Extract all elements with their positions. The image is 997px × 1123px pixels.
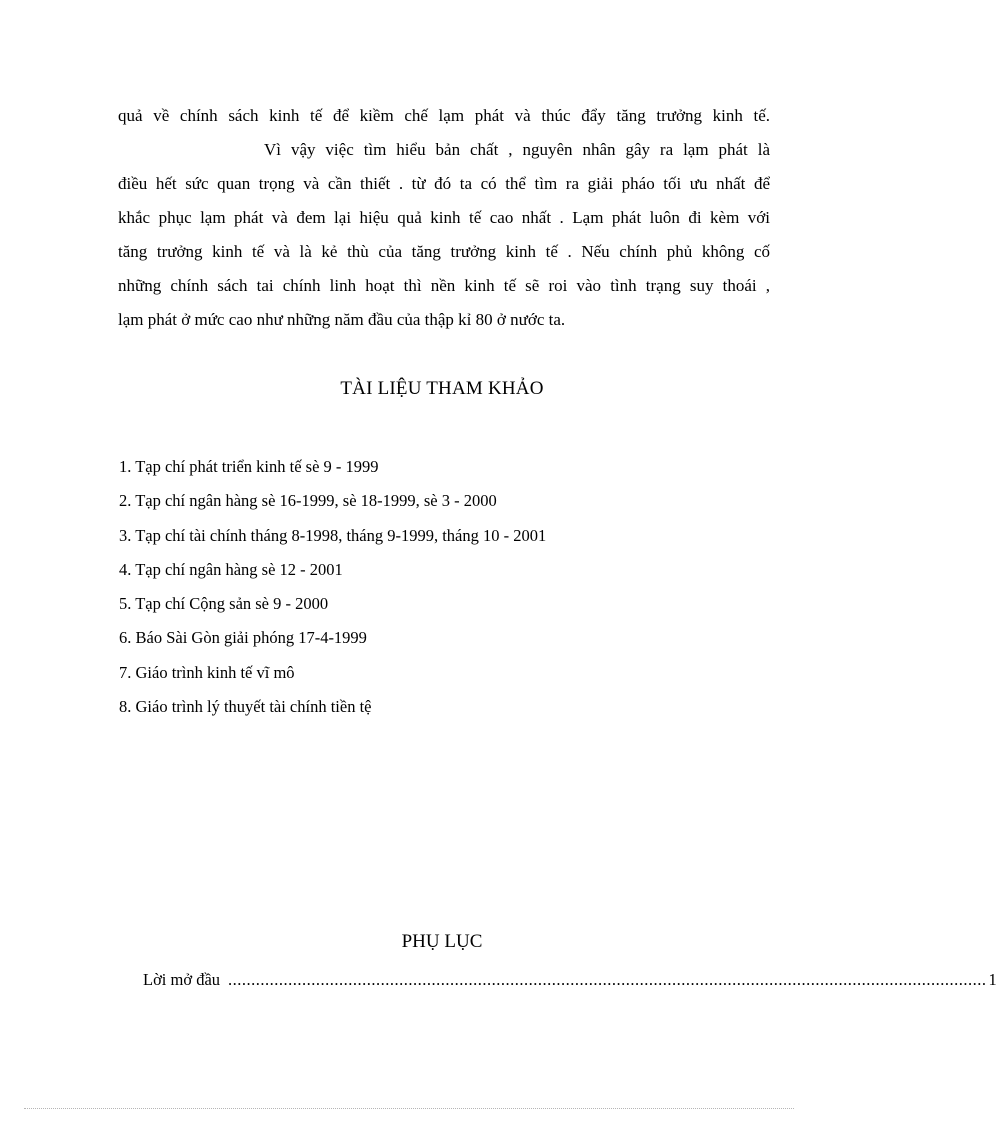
reference-item: 1. Tạp chí phát triển kinh tế sè 9 - 1999 bbox=[119, 457, 379, 476]
reference-item: 7. Giáo trình kinh tế vĩ mô bbox=[119, 662, 295, 682]
reference-item: 4. Tạp chí ngân hàng sè 12 - 2001 bbox=[119, 559, 343, 579]
reference-item: 8. Giáo trình lý thuyết tài chính tiền tệ bbox=[119, 697, 372, 717]
toc-dot-leader: .................................................................................................................................................................... bbox=[228, 970, 987, 989]
toc-entry[interactable] bbox=[143, 968, 997, 992]
paragraph-line: quả về chính sách kinh tế để kiềm chế lạm phát và thúc đẩy tăng trưởng kinh tế. bbox=[118, 106, 770, 125]
reference-item: 3. Tạp chí tài chính tháng 8-1998, tháng 9-1999, tháng 10 - 2001 bbox=[119, 525, 547, 545]
paragraph-line: khắc phục lạm phát và đem lại hiệu quả kinh tế cao nhất . Lạm phát luôn đi kèm với bbox=[118, 208, 770, 227]
references-heading: TÀI LIỆU THAM KHẢO bbox=[340, 378, 544, 399]
paragraph-line: điều hết sức quan trọng và cần thiết . từ đó ta có thể tìm ra giải pháo tối ưu nhất để bbox=[118, 174, 770, 193]
paragraph-line: tăng trưởng kinh tế và là kẻ thù của tăng trưởng kinh tế . Nếu chính phủ không cố bbox=[118, 242, 770, 261]
toc-page-number: 1 bbox=[988, 970, 997, 989]
body-paragraph bbox=[118, 99, 770, 337]
references-list bbox=[119, 450, 546, 724]
paragraph-line: những chính sách tai chính linh hoạt thì nền kinh tế sẽ roi vào tình trạng suy thoái , bbox=[118, 276, 770, 295]
page-footer-divider bbox=[24, 1108, 794, 1109]
appendix-heading: PHỤ LỤC bbox=[401, 931, 483, 952]
reference-item: 6. Báo Sài Gòn giải phóng 17-4-1999 bbox=[119, 628, 367, 648]
reference-item: 5. Tạp chí Cộng sản sè 9 - 2000 bbox=[119, 594, 329, 614]
toc-entry-label: Lời mở đầu bbox=[143, 970, 221, 989]
paragraph-line: lạm phát ở mức cao như những năm đầu của thập kỉ 80 ở nước ta. bbox=[118, 310, 566, 329]
paragraph-line: Vì vậy việc tìm hiểu bản chất , nguyên nhân gây ra lạm phát là bbox=[264, 140, 770, 159]
reference-item: 2. Tạp chí ngân hàng sè 16-1999, sè 18-1999, sè 3 - 2000 bbox=[119, 491, 497, 511]
